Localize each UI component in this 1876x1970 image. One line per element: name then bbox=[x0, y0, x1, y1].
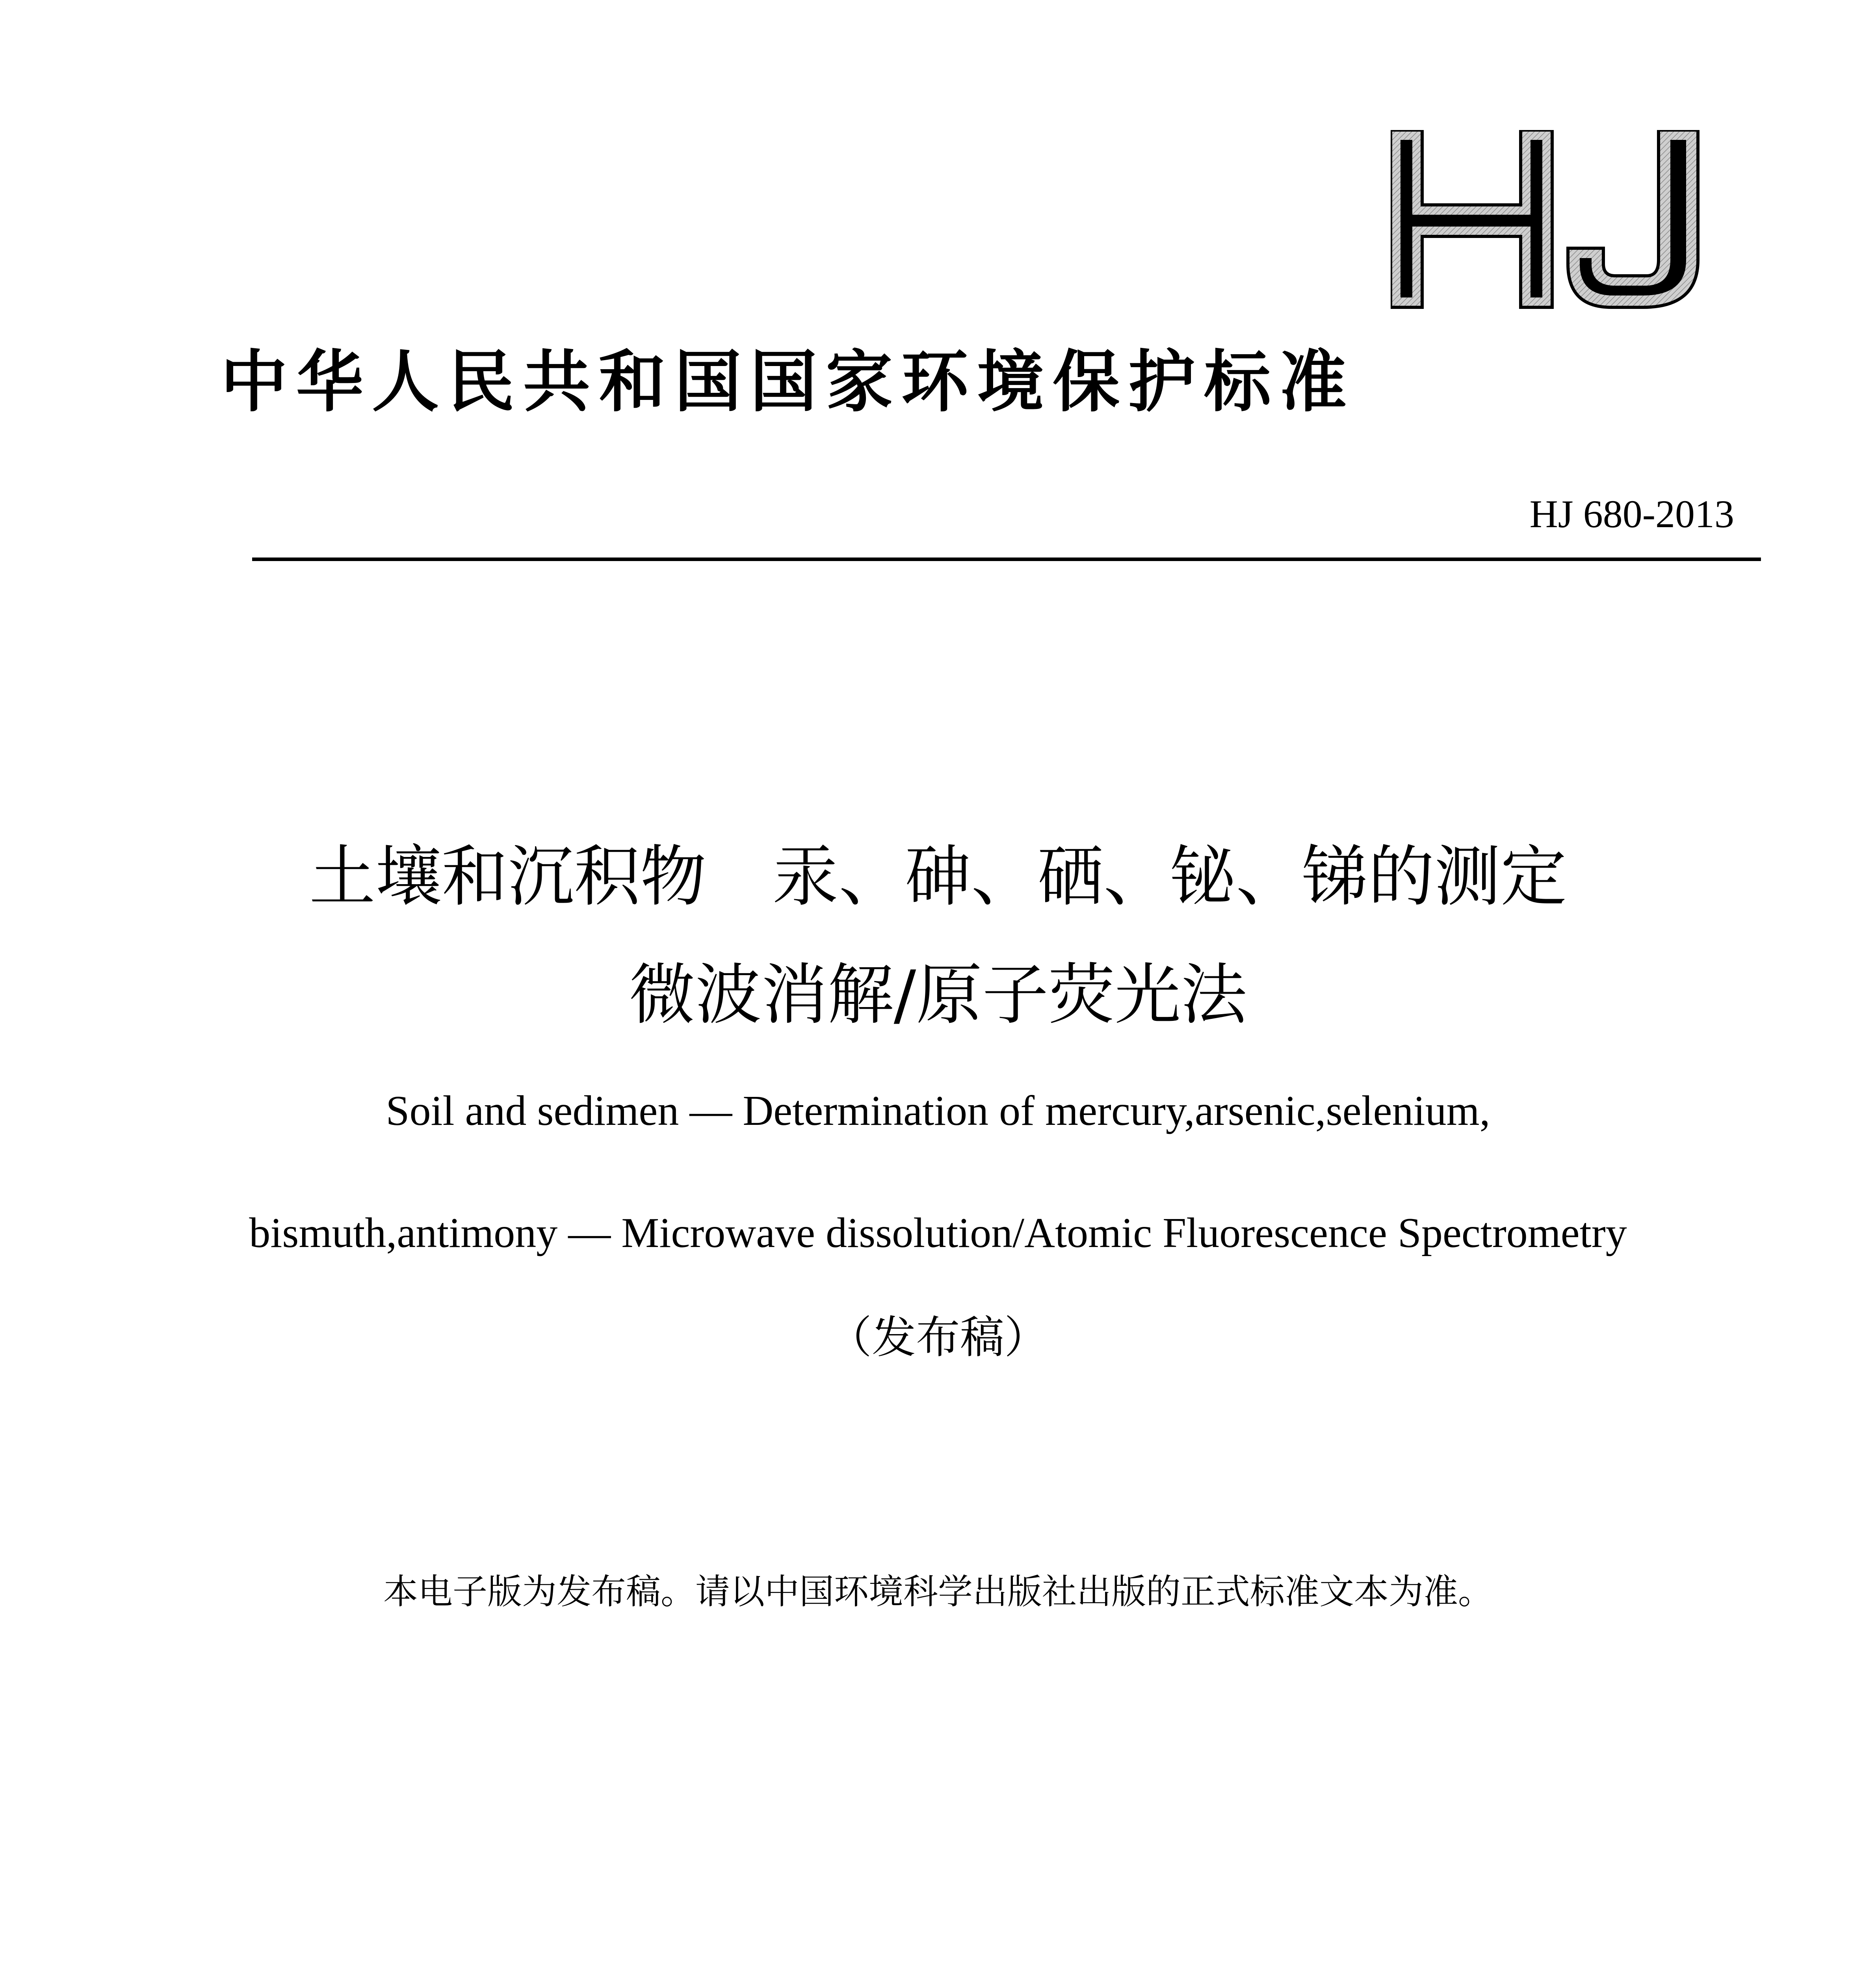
standard-number: HJ 680-2013 bbox=[1529, 492, 1734, 536]
document-title-cn-line1: 土壤和沉积物 汞、砷、硒、铋、锑的测定 bbox=[309, 838, 1567, 915]
logo-letter-j bbox=[1568, 130, 1698, 307]
document-title-en-line1: Soil and sedimen — Determination of mercury,arsenic,selenium, bbox=[386, 1087, 1490, 1134]
document-title-en-line2: bismuth,antimony — Microwave dissolution/Atomic Fluorescence Spectrometry bbox=[249, 1210, 1627, 1256]
issuing-standard-title: 中华人民共和国国家环境保护标准 bbox=[221, 343, 1356, 421]
hj-logo bbox=[1391, 130, 1718, 315]
header-divider bbox=[252, 558, 1761, 561]
hj-logo-icon bbox=[1391, 130, 1718, 315]
document-title-cn-line2: 微波消解/原子荧光法 bbox=[629, 956, 1247, 1033]
draft-label: （发布稿） bbox=[828, 1312, 1048, 1363]
logo-letter-h bbox=[1391, 130, 1552, 307]
electronic-version-notice: 本电子版为发布稿。请以中国环境科学出版社出版的正式标准文本为准。 bbox=[383, 1571, 1493, 1612]
